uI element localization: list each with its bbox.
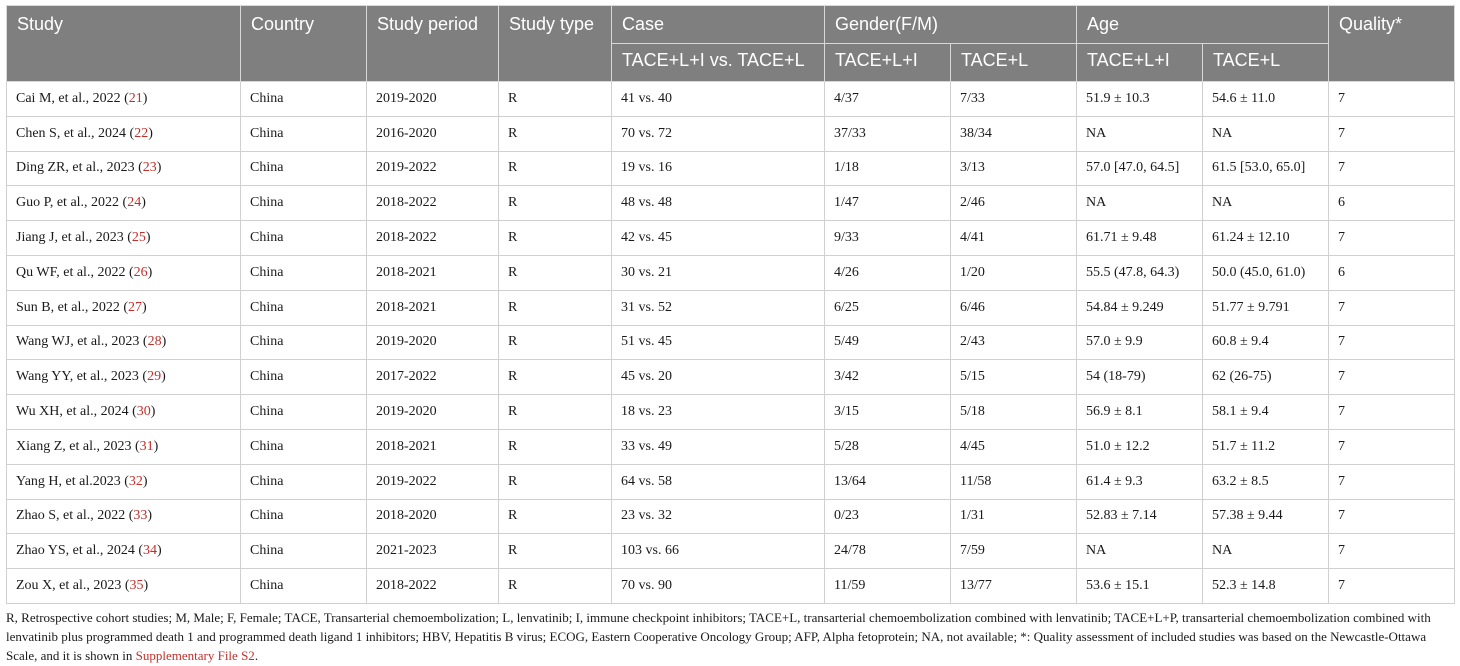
study-cell [7, 360, 241, 395]
country-cell: China [241, 395, 367, 430]
type-cell: R [499, 325, 612, 360]
quality-cell: 7 [1329, 290, 1455, 325]
period-cell: 2016-2020 [367, 116, 499, 151]
table-row [7, 360, 1455, 395]
study-name: Wu XH, et al., 2024 ( [16, 404, 137, 420]
study-cell [7, 325, 241, 360]
gender-tll-cell: 2/43 [951, 325, 1077, 360]
type-cell: R [499, 569, 612, 604]
age-tll-cell: 61.24 ± 12.10 [1203, 221, 1329, 256]
gender-tlli-cell: 4/37 [825, 82, 951, 117]
quality-cell: 7 [1329, 82, 1455, 117]
quality-cell: 7 [1329, 116, 1455, 151]
country-cell: China [241, 534, 367, 569]
study-cell [7, 221, 241, 256]
gender-tlli-cell: 4/26 [825, 255, 951, 290]
case-cell: 51 vs. 45 [612, 325, 825, 360]
header-gender: Gender(F/M) [825, 6, 1077, 44]
table-footnote [6, 608, 1456, 665]
reference-link[interactable]: 32 [128, 473, 143, 489]
gender-tlli-cell: 11/59 [825, 569, 951, 604]
study-cell [7, 255, 241, 290]
study-name: Qu WF, et al., 2022 ( [16, 264, 134, 280]
table-body [7, 82, 1455, 604]
header-study-type: Study type [499, 6, 612, 82]
case-cell: 70 vs. 90 [612, 569, 825, 604]
reference-link[interactable]: 30 [136, 404, 151, 420]
close-paren: ) [153, 438, 159, 454]
age-tlli-cell: 55.5 (47.8, 64.3) [1077, 255, 1203, 290]
reference-link[interactable]: 21 [128, 90, 143, 106]
quality-cell: 7 [1329, 464, 1455, 499]
study-cell [7, 290, 241, 325]
footnote-end: . [254, 648, 259, 663]
study-name: Xiang Z, et al., 2023 ( [16, 438, 140, 454]
study-name: Jiang J, et al., 2023 ( [16, 230, 132, 246]
age-tll-cell: NA [1203, 116, 1329, 151]
country-cell: China [241, 499, 367, 534]
gender-tlli-cell: 0/23 [825, 499, 951, 534]
study-name: Cai M, et al., 2022 ( [16, 90, 129, 106]
table-row [7, 395, 1455, 430]
gender-tll-cell: 7/33 [951, 82, 1077, 117]
country-cell: China [241, 255, 367, 290]
header-country: Country [241, 6, 367, 82]
age-tlli-cell: NA [1077, 534, 1203, 569]
reference-link[interactable]: 29 [147, 369, 162, 385]
case-cell: 33 vs. 49 [612, 429, 825, 464]
period-cell: 2018-2021 [367, 290, 499, 325]
study-name: Chen S, et al., 2024 ( [16, 125, 135, 141]
header-age-sub2: TACE+L [1203, 44, 1329, 82]
gender-tll-cell: 2/46 [951, 186, 1077, 221]
reference-link[interactable]: 34 [143, 543, 158, 559]
country-cell: China [241, 186, 367, 221]
type-cell: R [499, 221, 612, 256]
close-paren: ) [161, 369, 166, 385]
age-tll-cell: 58.1 ± 9.4 [1203, 395, 1329, 430]
case-cell: 18 vs. 23 [612, 395, 825, 430]
study-cell [7, 569, 241, 604]
study-cell [7, 116, 241, 151]
case-cell: 41 vs. 40 [612, 82, 825, 117]
footnote-text: R, Retrospective cohort studies; M, Male; F, Female; TACE, Transarterial chemoembolization; L, lenvatinib; I, immune checkpoint inhibitors; TACE+L, transarterial chemoembolization combined with lenvatinib; TACE+L+P, transarterial chemoembolization combined with lenvatinib plus programmed death 1 and programmed death ligand 1 inhibitors; HBV, Hepatitis B virus; ECOG, Eastern Cooperative Oncology Group; AFP, Alpha fetoprotein; NA, not available; *: Quality assessment of included studies was based on the Newcastle-Ottawa Scale, and it is shown in [6, 610, 1431, 663]
age-tll-cell: 57.38 ± 9.44 [1203, 499, 1329, 534]
case-cell: 64 vs. 58 [612, 464, 825, 499]
age-tlli-cell: 57.0 ± 9.9 [1077, 325, 1203, 360]
gender-tll-cell: 1/20 [951, 255, 1077, 290]
table-row [7, 151, 1455, 186]
quality-cell: 7 [1329, 569, 1455, 604]
study-name: Wang WJ, et al., 2023 ( [16, 334, 148, 350]
gender-tlli-cell: 24/78 [825, 534, 951, 569]
gender-tll-cell: 38/34 [951, 116, 1077, 151]
reference-link[interactable]: 25 [131, 230, 146, 246]
table-row [7, 569, 1455, 604]
country-cell: China [241, 116, 367, 151]
age-tlli-cell: 52.83 ± 7.14 [1077, 499, 1203, 534]
study-name: Ding ZR, et al., 2023 ( [16, 160, 143, 176]
study-cell [7, 464, 241, 499]
age-tlli-cell: 53.6 ± 15.1 [1077, 569, 1203, 604]
country-cell: China [241, 429, 367, 464]
studies-table [6, 5, 1455, 604]
case-cell: 48 vs. 48 [612, 186, 825, 221]
study-name: Guo P, et al., 2022 ( [16, 195, 128, 211]
reference-link[interactable]: 23 [142, 160, 157, 176]
reference-link[interactable]: 22 [134, 125, 149, 141]
close-paren: ) [150, 404, 156, 420]
table-row [7, 464, 1455, 499]
quality-cell: 7 [1329, 534, 1455, 569]
header-study-period: Study period [367, 6, 499, 82]
study-name: Zhao S, et al., 2022 ( [16, 508, 134, 524]
close-paren: ) [142, 473, 148, 489]
study-cell [7, 395, 241, 430]
table-row [7, 429, 1455, 464]
gender-tll-cell: 13/77 [951, 569, 1077, 604]
case-cell: 23 vs. 32 [612, 499, 825, 534]
quality-cell: 7 [1329, 429, 1455, 464]
gender-tlli-cell: 37/33 [825, 116, 951, 151]
table-row [7, 221, 1455, 256]
header-age-sub1: TACE+L+I [1077, 44, 1203, 82]
reference-link[interactable]: 28 [147, 334, 162, 350]
age-tll-cell: NA [1203, 186, 1329, 221]
age-tlli-cell: 54.84 ± 9.249 [1077, 290, 1203, 325]
age-tll-cell: 51.77 ± 9.791 [1203, 290, 1329, 325]
reference-link[interactable]: 35 [129, 578, 144, 594]
close-paren: ) [141, 195, 146, 211]
gender-tlli-cell: 3/42 [825, 360, 951, 395]
table-row [7, 255, 1455, 290]
age-tlli-cell: 54 (18-79) [1077, 360, 1203, 395]
study-cell [7, 186, 241, 221]
age-tlli-cell: 56.9 ± 8.1 [1077, 395, 1203, 430]
age-tlli-cell: 51.9 ± 10.3 [1077, 82, 1203, 117]
country-cell: China [241, 151, 367, 186]
type-cell: R [499, 82, 612, 117]
quality-cell: 7 [1329, 221, 1455, 256]
header-row-1 [7, 6, 1455, 44]
type-cell: R [499, 290, 612, 325]
type-cell: R [499, 395, 612, 430]
quality-cell: 7 [1329, 395, 1455, 430]
case-cell: 45 vs. 20 [612, 360, 825, 395]
country-cell: China [241, 290, 367, 325]
close-paren: ) [156, 160, 162, 176]
header-case-sub: TACE+L+I vs. TACE+L [612, 44, 825, 82]
age-tll-cell: 54.6 ± 11.0 [1203, 82, 1329, 117]
close-paren: ) [145, 230, 151, 246]
type-cell: R [499, 499, 612, 534]
gender-tlli-cell: 1/18 [825, 151, 951, 186]
age-tll-cell: 51.7 ± 11.2 [1203, 429, 1329, 464]
quality-cell: 7 [1329, 360, 1455, 395]
table-row [7, 325, 1455, 360]
age-tll-cell: 63.2 ± 8.5 [1203, 464, 1329, 499]
country-cell: China [241, 464, 367, 499]
study-cell [7, 429, 241, 464]
gender-tlli-cell: 5/28 [825, 429, 951, 464]
period-cell: 2018-2020 [367, 499, 499, 534]
age-tlli-cell: 57.0 [47.0, 64.5] [1077, 151, 1203, 186]
study-cell [7, 499, 241, 534]
age-tlli-cell: NA [1077, 186, 1203, 221]
age-tll-cell: 50.0 (45.0, 61.0) [1203, 255, 1329, 290]
period-cell: 2019-2022 [367, 151, 499, 186]
quality-cell: 7 [1329, 499, 1455, 534]
table-row [7, 290, 1455, 325]
age-tlli-cell: 51.0 ± 12.2 [1077, 429, 1203, 464]
period-cell: 2019-2020 [367, 395, 499, 430]
period-cell: 2018-2022 [367, 186, 499, 221]
gender-tlli-cell: 13/64 [825, 464, 951, 499]
reference-link[interactable]: 33 [133, 508, 148, 524]
quality-cell: 7 [1329, 325, 1455, 360]
age-tll-cell: 62 (26-75) [1203, 360, 1329, 395]
case-cell: 19 vs. 16 [612, 151, 825, 186]
table-row [7, 186, 1455, 221]
case-cell: 42 vs. 45 [612, 221, 825, 256]
quality-cell: 6 [1329, 186, 1455, 221]
type-cell: R [499, 116, 612, 151]
study-name: Sun B, et al., 2022 ( [16, 299, 128, 315]
table-row [7, 82, 1455, 117]
gender-tll-cell: 3/13 [951, 151, 1077, 186]
reference-link[interactable]: 24 [127, 195, 142, 211]
age-tlli-cell: NA [1077, 116, 1203, 151]
study-cell [7, 82, 241, 117]
table-row [7, 534, 1455, 569]
gender-tll-cell: 4/41 [951, 221, 1077, 256]
close-paren: ) [147, 264, 153, 280]
country-cell: China [241, 360, 367, 395]
study-name: Wang YY, et al., 2023 ( [16, 369, 148, 385]
period-cell: 2017-2022 [367, 360, 499, 395]
age-tlli-cell: 61.4 ± 9.3 [1077, 464, 1203, 499]
period-cell: 2019-2020 [367, 82, 499, 117]
age-tll-cell: 60.8 ± 9.4 [1203, 325, 1329, 360]
header-gender-sub2: TACE+L [951, 44, 1077, 82]
table-row [7, 116, 1455, 151]
close-paren: ) [161, 334, 167, 350]
gender-tlli-cell: 6/25 [825, 290, 951, 325]
quality-cell: 7 [1329, 151, 1455, 186]
type-cell: R [499, 151, 612, 186]
gender-tll-cell: 5/18 [951, 395, 1077, 430]
study-name: Zhao YS, et al., 2024 ( [16, 543, 144, 559]
reference-link[interactable]: 31 [139, 438, 154, 454]
gender-tll-cell: 6/46 [951, 290, 1077, 325]
type-cell: R [499, 429, 612, 464]
study-name: Yang H, et al.2023 ( [16, 473, 129, 489]
reference-link[interactable]: 26 [133, 264, 148, 280]
period-cell: 2019-2020 [367, 325, 499, 360]
period-cell: 2018-2022 [367, 221, 499, 256]
type-cell: R [499, 255, 612, 290]
header-case: Case [612, 6, 825, 44]
country-cell: China [241, 325, 367, 360]
age-tlli-cell: 61.71 ± 9.48 [1077, 221, 1203, 256]
header-gender-sub1: TACE+L+I [825, 44, 951, 82]
study-cell [7, 151, 241, 186]
case-cell: 31 vs. 52 [612, 290, 825, 325]
period-cell: 2018-2022 [367, 569, 499, 604]
type-cell: R [499, 186, 612, 221]
close-paren: ) [142, 90, 148, 106]
period-cell: 2018-2021 [367, 255, 499, 290]
gender-tlli-cell: 9/33 [825, 221, 951, 256]
supplementary-link[interactable]: Supplementary File S2 [135, 648, 255, 663]
type-cell: R [499, 464, 612, 499]
table-container [6, 5, 1454, 604]
age-tll-cell: NA [1203, 534, 1329, 569]
country-cell: China [241, 569, 367, 604]
gender-tll-cell: 1/31 [951, 499, 1077, 534]
type-cell: R [499, 360, 612, 395]
case-cell: 103 vs. 66 [612, 534, 825, 569]
period-cell: 2018-2021 [367, 429, 499, 464]
type-cell: R [499, 534, 612, 569]
gender-tlli-cell: 1/47 [825, 186, 951, 221]
close-paren: ) [148, 125, 153, 141]
close-paren: ) [147, 508, 153, 524]
header-quality: Quality* [1329, 6, 1455, 82]
close-paren: ) [142, 299, 147, 315]
period-cell: 2019-2022 [367, 464, 499, 499]
age-tll-cell: 61.5 [53.0, 65.0] [1203, 151, 1329, 186]
age-tll-cell: 52.3 ± 14.8 [1203, 569, 1329, 604]
header-age: Age [1077, 6, 1329, 44]
close-paren: ) [143, 578, 149, 594]
study-name: Zou X, et al., 2023 ( [16, 578, 130, 594]
reference-link[interactable]: 27 [128, 299, 142, 315]
gender-tll-cell: 5/15 [951, 360, 1077, 395]
close-paren: ) [157, 543, 162, 559]
gender-tll-cell: 11/58 [951, 464, 1077, 499]
gender-tll-cell: 4/45 [951, 429, 1077, 464]
table-row [7, 499, 1455, 534]
country-cell: China [241, 221, 367, 256]
country-cell: China [241, 82, 367, 117]
case-cell: 30 vs. 21 [612, 255, 825, 290]
study-cell [7, 534, 241, 569]
period-cell: 2021-2023 [367, 534, 499, 569]
quality-cell: 6 [1329, 255, 1455, 290]
gender-tll-cell: 7/59 [951, 534, 1077, 569]
gender-tlli-cell: 3/15 [825, 395, 951, 430]
header-study: Study [7, 6, 241, 82]
case-cell: 70 vs. 72 [612, 116, 825, 151]
gender-tlli-cell: 5/49 [825, 325, 951, 360]
